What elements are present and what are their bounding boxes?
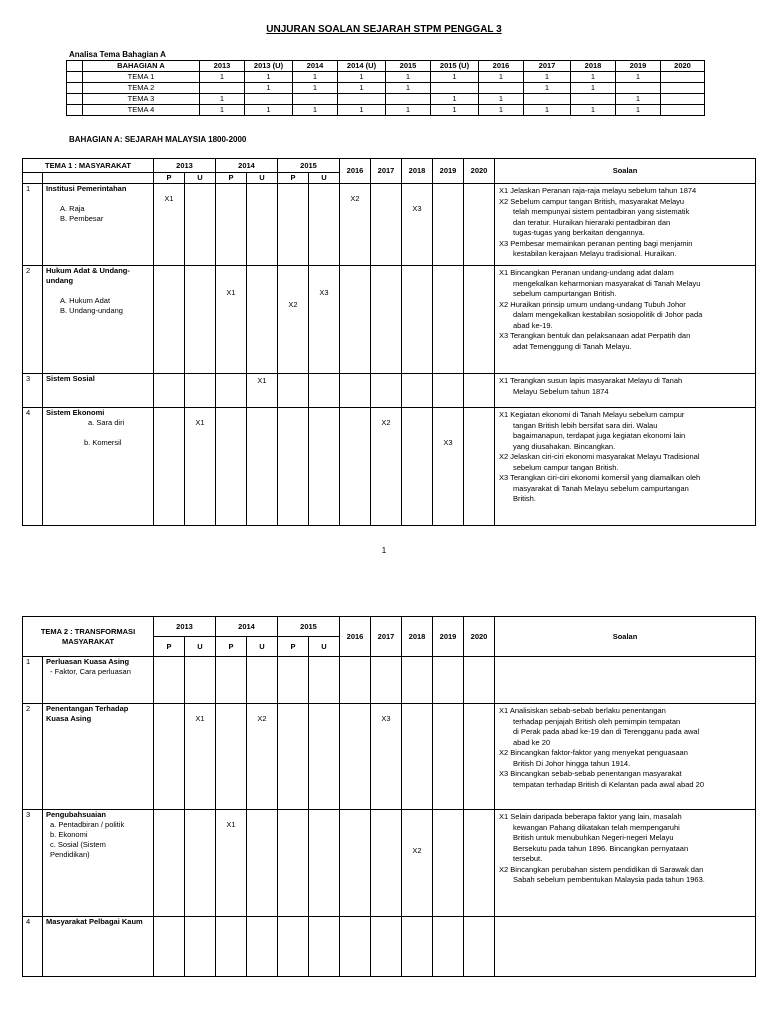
year-mark-cell (371, 266, 402, 374)
question-continuation: kestabilan kerajaan Melayu tradisional. Huraikan. (513, 249, 677, 258)
year-mark-cell (185, 184, 216, 266)
topic-number: 4 (23, 917, 43, 977)
year-mark-cell (247, 184, 278, 266)
question-line: X1 Jelaskan Peranan raja-raja melayu sebelum tahun 1874 (499, 186, 697, 195)
tema1-pu-header: U (309, 173, 340, 184)
year-mark-cell (433, 184, 464, 266)
tema2-topic-row (23, 704, 756, 810)
summary-count-cell: 1 (386, 83, 431, 94)
tema2-year-header: 2018 (402, 617, 433, 657)
year-mark-cell (278, 374, 309, 408)
year-mark-cell: X2 (278, 266, 309, 374)
tema2-year-header: 2016 (340, 617, 371, 657)
topic-number: 1 (23, 657, 43, 704)
topic-subitem: B. Pembesar (60, 214, 104, 223)
question-line: X2 Sebelum campur tangan British, masyarakat Melayu (499, 196, 685, 206)
summary-row (67, 72, 705, 83)
year-mark-cell (309, 704, 340, 810)
question-continuation: British untuk menubuhkan Negeri-negeri Melayu (513, 833, 674, 842)
year-mark-cell (433, 657, 464, 704)
summary-year-header: 2019 (616, 61, 661, 72)
summary-year-header: 2016 (479, 61, 524, 72)
question-line: X2 Bincangkan perubahan sistem pendidikan di Sarawak dan (499, 864, 704, 874)
year-mark-cell (216, 184, 247, 266)
summary-count-cell: 1 (479, 94, 524, 105)
page-number: 1 (381, 546, 387, 555)
summary-count-cell: 1 (571, 72, 616, 83)
summary-count-cell (616, 83, 661, 94)
tema2-title: TEMA 2 : TRANSFORMASI MASYARAKAT (23, 617, 154, 657)
summary-count-cell: 1 (524, 105, 571, 116)
summary-count-cell (524, 94, 571, 105)
topic-title: Institusi Pemerintahan (46, 184, 127, 193)
summary-count-cell (386, 94, 431, 105)
year-mark-cell (340, 704, 371, 810)
summary-table (66, 60, 705, 116)
summary-blank-cell (67, 94, 83, 105)
question-continuation: tangan British lebih bersifat sara diri. Walau (513, 420, 658, 430)
year-mark-cell (402, 266, 433, 374)
summary-count-cell: 1 (524, 72, 571, 83)
topic-cell (43, 810, 154, 917)
year-mark-cell: X1 (216, 266, 247, 374)
tema1-table (22, 158, 756, 526)
tema2-year-group-header: 2014 (216, 617, 278, 637)
year-mark-cell (371, 917, 402, 977)
year-mark-cell (464, 917, 495, 977)
year-mark-cell (278, 810, 309, 917)
year-mark-cell (340, 657, 371, 704)
year-mark-cell: X1 (247, 374, 278, 408)
topic-spacer (46, 194, 150, 204)
tema1-blank-cell (23, 173, 43, 184)
question-line: X3 Pembesar memainkan peranan penting bagi menjamin (499, 238, 693, 248)
question-continuation: kewangan Pahang dikatakan telah mempengaruhi (513, 822, 680, 832)
year-mark-cell (402, 408, 433, 526)
year-mark-cell (309, 917, 340, 977)
year-mark-cell: X1 (185, 408, 216, 526)
topic-subitem: a. Sara diri (88, 418, 125, 427)
question-line: X2 Jelaskan ciri-ciri ekonomi masyarakat Melayu Tradisional (499, 452, 700, 461)
topic-cell (43, 917, 154, 977)
year-mark-cell (216, 374, 247, 408)
summary-count-cell: 1 (200, 105, 245, 116)
summary-count-cell (661, 94, 705, 105)
tema2-year-header: 2019 (433, 617, 464, 657)
summary-count-cell: 1 (338, 105, 386, 116)
tema2-pu-header: U (185, 637, 216, 657)
question-continuation: bagaimanapun, terdapat juga kegiatan ekonomi lain (513, 431, 686, 440)
year-mark-cell (154, 917, 185, 977)
summary-year-header: 2015 (386, 61, 431, 72)
summary-theme-label: TEMA 2 (83, 83, 200, 94)
year-mark-cell (309, 184, 340, 266)
year-mark-cell (278, 917, 309, 977)
tema1-pu-header: P (154, 173, 185, 184)
tema1-header-row (23, 159, 756, 173)
question-continuation: abad ke 20 (513, 737, 551, 747)
tema1-year-group-header: 2015 (278, 159, 340, 173)
tema2-topic-row (23, 810, 756, 917)
question-continuation: British Di Johor hingga tahun 1914. (513, 758, 631, 768)
question-line: X2 Huraikan prinsip umum undang-undang Tubuh Johor (499, 299, 686, 309)
year-mark-cell (464, 657, 495, 704)
year-mark-cell: X2 (402, 810, 433, 917)
summary-blank-cell (67, 61, 83, 72)
question-cell (495, 810, 756, 917)
summary-count-cell: 1 (616, 94, 661, 105)
question-cell (495, 917, 756, 977)
topic-number: 4 (23, 408, 43, 526)
question-continuation: dan teratur. Huraikan hieraraki pentadbiran dan (513, 217, 671, 227)
year-mark-cell (154, 266, 185, 374)
tema2-header-row (23, 617, 756, 637)
question-continuation: dalam mengekalkan kestabilan sosiopolitik di Johor pada (513, 310, 703, 319)
question-cell (495, 374, 756, 408)
question-line: X1 Terangkan susun lapis masyarakat Melayu di Tanah (499, 376, 683, 385)
summary-count-cell: 1 (571, 83, 616, 94)
tema1-year-header: 2018 (402, 159, 433, 184)
tema1-title: TEMA 1 : MASYARAKAT (23, 159, 154, 173)
question-line: X3 Terangkan bentuk dan pelaksanaan adat Perpatih dan (499, 331, 691, 340)
year-mark-cell (402, 917, 433, 977)
year-mark-cell (371, 810, 402, 917)
question-line: X3 Bincangkan sebab-sebab penentangan masyarakat (499, 769, 682, 778)
tema1-year-header: 2020 (464, 159, 495, 184)
year-mark-cell (340, 810, 371, 917)
summary-count-cell: 1 (479, 105, 524, 116)
year-mark-cell (278, 184, 309, 266)
question-cell (495, 408, 756, 526)
summary-header-row (67, 61, 705, 72)
section-a-label: BAHAGIAN A: SEJARAH MALAYSIA 1800-2000 (69, 135, 247, 144)
question-continuation: sebelum campur tangan British. (513, 462, 619, 472)
summary-count-cell (661, 83, 705, 94)
topic-subitem: b. Ekonomi (50, 830, 88, 839)
question-cell (495, 266, 756, 374)
question-line: X1 Kegiatan ekonomi di Tanah Melayu sebelum campur (499, 410, 685, 419)
question-cell (495, 184, 756, 266)
year-mark-cell (185, 810, 216, 917)
topic-cell (43, 184, 154, 266)
summary-count-cell: 1 (338, 83, 386, 94)
year-mark-cell (309, 408, 340, 526)
summary-count-cell: 1 (524, 83, 571, 94)
summary-theme-label: TEMA 1 (83, 72, 200, 83)
tema2-pu-header: U (309, 637, 340, 657)
question-continuation: di Perak pada abad ke-19 dan di Terengganu pada awal (513, 727, 700, 736)
year-mark-cell: X2 (371, 408, 402, 526)
summary-count-cell (293, 94, 338, 105)
question-continuation: masyarakat di Tanah Melayu sebelum campurtangan (513, 483, 689, 493)
document-title: UNJURAN SOALAN SEJARAH STPM PENGGAL 3 (266, 24, 502, 35)
summary-count-cell: 1 (431, 94, 479, 105)
question-continuation: telah mempunyai sistem pentadbiran yang sistematik (513, 207, 690, 216)
year-mark-cell (433, 704, 464, 810)
year-mark-cell (433, 917, 464, 977)
summary-count-cell (661, 72, 705, 83)
tema1-topic-row (23, 184, 756, 266)
tema1-topic-row (23, 374, 756, 408)
year-mark-cell (402, 657, 433, 704)
summary-year-header: 2018 (571, 61, 616, 72)
topic-title: Pengubahsuaian (46, 810, 107, 819)
tema2-topic-row (23, 657, 756, 704)
summary-theme-label: TEMA 3 (83, 94, 200, 105)
year-mark-cell (278, 704, 309, 810)
year-mark-cell (185, 917, 216, 977)
year-mark-cell (371, 374, 402, 408)
question-continuation: mengekalkan keharmonian masyarakat di Tanah Melayu (513, 278, 701, 288)
year-mark-cell (247, 810, 278, 917)
year-mark-cell (340, 374, 371, 408)
topic-title: Hukum Adat & Undang-undang (46, 266, 130, 285)
tema2-year-header: 2020 (464, 617, 495, 657)
year-mark-cell (185, 266, 216, 374)
topic-subitem: A. Hukum Adat (60, 296, 111, 305)
year-mark-cell (340, 917, 371, 977)
topic-title: Penentangan Terhadap Kuasa Asing (46, 704, 129, 723)
question-cell (495, 704, 756, 810)
topic-subitem: B. Undang-undang (60, 306, 123, 315)
topic-subitem: b. Komersil (84, 438, 122, 447)
summary-count-cell: 1 (245, 72, 293, 83)
summary-count-cell: 1 (616, 72, 661, 83)
tema2-pu-header: P (278, 637, 309, 657)
question-line: X1 Selain daripada beberapa faktor yang lain, masalah (499, 812, 682, 821)
year-mark-cell: X2 (247, 704, 278, 810)
question-continuation: abad ke-19. (513, 320, 553, 330)
topic-title: Sistem Ekonomi (46, 408, 105, 417)
tema1-pu-header: U (185, 173, 216, 184)
topic-subitem: A. Raja (60, 204, 85, 213)
question-continuation: Bersekutu pada tahun 1896. Bincangkan pernyataan (513, 843, 689, 853)
year-mark-cell (247, 266, 278, 374)
question-line: X1 Analisiskan sebab-sebab berlaku penentangan (499, 706, 666, 715)
summary-year-header: 2017 (524, 61, 571, 72)
year-mark-cell: X1 (185, 704, 216, 810)
question-continuation: tugas-tugas yang berkaitan dengannya. (513, 228, 645, 237)
question-continuation: Sabah sebelum pembentukan Malaysia pada tahun 1963. (513, 875, 705, 884)
tema2-topic-row (23, 917, 756, 977)
year-mark-cell (340, 408, 371, 526)
topic-number: 1 (23, 184, 43, 266)
year-mark-cell (154, 408, 185, 526)
summary-row (67, 105, 705, 116)
tema2-year-group-header: 2015 (278, 617, 340, 637)
tema2-year-group-header: 2013 (154, 617, 216, 637)
tema1-year-header: 2019 (433, 159, 464, 184)
year-mark-cell (340, 266, 371, 374)
topic-subitem: - Faktor, Cara perluasan (50, 667, 131, 676)
question-line: X2 Bincangkan faktor-faktor yang menyekat penguasaan (499, 748, 688, 757)
topic-cell (43, 704, 154, 810)
year-mark-cell (247, 408, 278, 526)
summary-row (67, 83, 705, 94)
question-line: X1 Bincangkan Peranan undang-undang adat dalam (499, 268, 674, 277)
topic-subitem: a. Pentadbiran / politik (50, 820, 125, 829)
year-mark-cell: X3 (433, 408, 464, 526)
summary-count-cell: 1 (293, 105, 338, 116)
summary-count-cell: 1 (293, 83, 338, 94)
summary-year-header: 2020 (661, 61, 705, 72)
summary-count-cell (338, 94, 386, 105)
year-mark-cell (185, 657, 216, 704)
topic-number: 3 (23, 374, 43, 408)
year-mark-cell (247, 657, 278, 704)
summary-count-cell (200, 83, 245, 94)
summary-count-cell: 1 (386, 72, 431, 83)
summary-count-cell: 1 (338, 72, 386, 83)
summary-count-cell: 1 (431, 72, 479, 83)
tema2-table (22, 616, 756, 977)
year-mark-cell (433, 374, 464, 408)
year-mark-cell (154, 374, 185, 408)
year-mark-cell (464, 704, 495, 810)
tema2-soalan-header: Soalan (495, 617, 756, 657)
summary-theme-label: TEMA 4 (83, 105, 200, 116)
summary-year-header: 2015 (U) (431, 61, 479, 72)
summary-count-cell (431, 83, 479, 94)
tema1-topic-row (23, 266, 756, 374)
summary-blank-cell (67, 83, 83, 94)
year-mark-cell (433, 810, 464, 917)
question-continuation: tersebut. (513, 854, 543, 863)
year-mark-cell (309, 657, 340, 704)
topic-title: Sistem Sosial (46, 374, 95, 383)
topic-spacer (46, 286, 150, 296)
tema1-year-group-header: 2013 (154, 159, 216, 173)
year-mark-cell (309, 810, 340, 917)
topic-cell (43, 657, 154, 704)
year-mark-cell: X1 (216, 810, 247, 917)
year-mark-cell: X3 (309, 266, 340, 374)
summary-row (67, 94, 705, 105)
topic-number: 2 (23, 266, 43, 374)
year-mark-cell (216, 408, 247, 526)
summary-count-cell (661, 105, 705, 116)
year-mark-cell (278, 657, 309, 704)
tema1-year-header: 2017 (371, 159, 402, 184)
summary-count-cell (245, 94, 293, 105)
year-mark-cell (371, 184, 402, 266)
summary-count-cell: 1 (245, 105, 293, 116)
question-continuation: adat Temenggung di Tanah Melayu. (513, 341, 632, 351)
topic-cell (43, 408, 154, 526)
summary-count-cell: 1 (386, 105, 431, 116)
tema2-pu-header: U (247, 637, 278, 657)
year-mark-cell: X3 (402, 184, 433, 266)
summary-year-header: 2014 (U) (338, 61, 386, 72)
summary-count-cell: 1 (200, 72, 245, 83)
summary-count-cell: 1 (245, 83, 293, 94)
tema1-year-group-header: 2014 (216, 159, 278, 173)
summary-blank-cell (67, 105, 83, 116)
topic-subitem: Pendidikan) (50, 850, 90, 859)
year-mark-cell (402, 704, 433, 810)
tema1-pu-header: P (278, 173, 309, 184)
summary-count-cell: 1 (200, 94, 245, 105)
summary-caption: Analisa Tema Bahagian A (69, 50, 166, 59)
question-continuation: British. (513, 494, 536, 503)
topic-cell (43, 374, 154, 408)
topic-subitem: c. Sosial (Sistem (50, 840, 106, 849)
question-continuation: sebelum campurtangan British. (513, 289, 617, 298)
topic-number: 2 (23, 704, 43, 810)
tema1-blank-cell (43, 173, 154, 184)
summary-year-header: 2013 (200, 61, 245, 72)
year-mark-cell (278, 408, 309, 526)
tema2-year-header: 2017 (371, 617, 402, 657)
summary-corner-label: BAHAGIAN A (83, 61, 200, 72)
year-mark-cell (433, 266, 464, 374)
year-mark-cell (216, 657, 247, 704)
summary-count-cell (571, 94, 616, 105)
year-mark-cell: X1 (154, 184, 185, 266)
year-mark-cell (309, 374, 340, 408)
summary-count-cell: 1 (479, 72, 524, 83)
topic-title: Perluasan Kuasa Asing (46, 657, 130, 666)
year-mark-cell (216, 704, 247, 810)
tema1-soalan-header: Soalan (495, 159, 756, 184)
summary-year-header: 2014 (293, 61, 338, 72)
topic-title: Masyarakat Pelbagai Kaum (46, 917, 143, 926)
year-mark-cell: X2 (340, 184, 371, 266)
question-line: X3 Terangkan ciri-ciri ekonomi komersil yang diamalkan oleh (499, 473, 701, 482)
topic-number: 3 (23, 810, 43, 917)
tema1-pu-header: U (247, 173, 278, 184)
question-continuation: yang diusahakan. Bincangkan. (513, 441, 616, 451)
question-continuation: tempatan terhadap British di Kelantan pada awal abad 20 (513, 779, 704, 789)
summary-blank-cell (67, 72, 83, 83)
year-mark-cell (247, 917, 278, 977)
year-mark-cell (464, 184, 495, 266)
summary-count-cell: 1 (616, 105, 661, 116)
year-mark-cell (371, 657, 402, 704)
summary-count-cell: 1 (431, 105, 479, 116)
summary-count-cell: 1 (571, 105, 616, 116)
tema1-topic-row (23, 408, 756, 526)
summary-count-cell (479, 83, 524, 94)
question-continuation: terhadap penjajah British oleh pemimpin tempatan (513, 716, 681, 726)
year-mark-cell (216, 917, 247, 977)
tema1-year-header: 2016 (340, 159, 371, 184)
tema2-pu-header: P (216, 637, 247, 657)
tema2-pu-header: P (154, 637, 185, 657)
year-mark-cell (154, 704, 185, 810)
year-mark-cell (154, 810, 185, 917)
summary-year-header: 2013 (U) (245, 61, 293, 72)
year-mark-cell (154, 657, 185, 704)
question-continuation: Melayu Sebelum tahun 1874 (513, 386, 609, 396)
year-mark-cell (464, 810, 495, 917)
topic-cell (43, 266, 154, 374)
year-mark-cell (402, 374, 433, 408)
year-mark-cell (464, 266, 495, 374)
year-mark-cell (464, 374, 495, 408)
year-mark-cell (464, 408, 495, 526)
tema1-pu-header: P (216, 173, 247, 184)
year-mark-cell: X3 (371, 704, 402, 810)
year-mark-cell (185, 374, 216, 408)
question-cell (495, 657, 756, 704)
summary-count-cell: 1 (293, 72, 338, 83)
